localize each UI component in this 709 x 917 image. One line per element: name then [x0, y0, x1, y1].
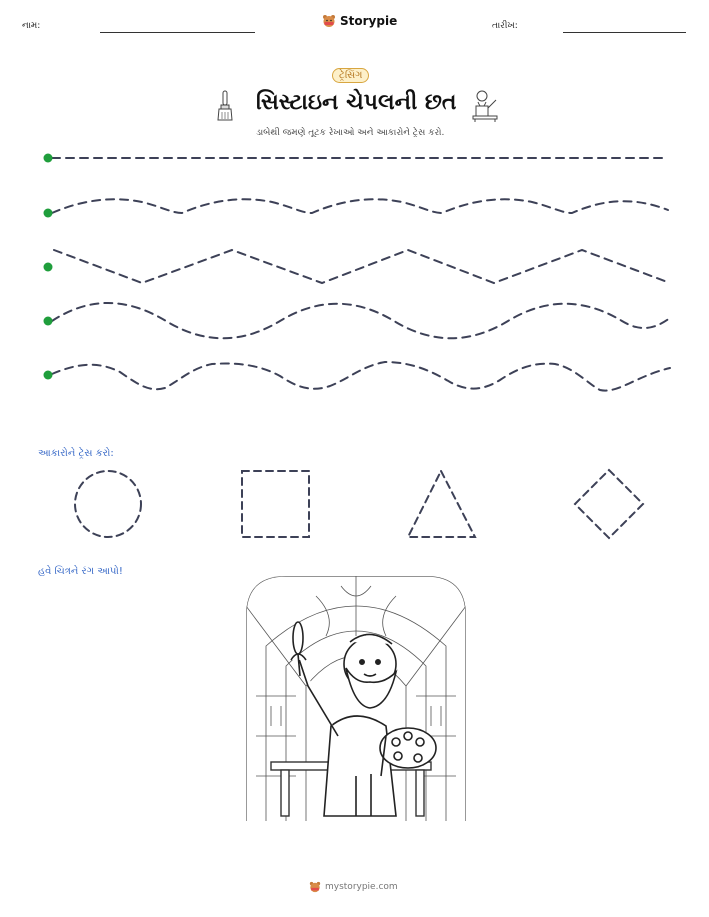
start-dot-4	[44, 317, 53, 326]
date-field-line[interactable]	[563, 32, 686, 33]
start-dot-5	[44, 371, 53, 380]
logo-text: Storypie	[340, 14, 398, 28]
start-dot-1	[44, 154, 53, 163]
trace-shapes-area	[0, 462, 709, 547]
instructions-text: ડાબેથી જમણે તૂટક રેખાઓ અને આકારોને ટ્રેસ કરો.	[256, 128, 445, 138]
trace-line-wave-3[interactable]	[52, 362, 670, 391]
shapes-section-label: આકારોને ટ્રેસ કરો:	[38, 448, 114, 459]
paintbrush-icon	[214, 90, 236, 122]
date-label: તારીખ:	[492, 21, 518, 31]
name-field-line[interactable]	[100, 32, 255, 33]
footer-site[interactable]: mystorypie.com	[325, 882, 398, 892]
name-label: નામ:	[22, 21, 41, 31]
trace-line-wave-2[interactable]	[52, 303, 670, 338]
trace-line-zigzag[interactable]	[54, 250, 670, 283]
storypie-logo	[322, 14, 397, 28]
footer	[309, 881, 398, 893]
trace-line-wave-1[interactable]	[52, 199, 668, 213]
coloring-section-label: હવે ચિત્રને રંગ આપો!	[38, 566, 123, 577]
painter-mini-icon	[470, 88, 500, 122]
start-dot-3	[44, 263, 53, 272]
trace-diamond[interactable]	[575, 470, 643, 538]
start-dot-2	[44, 209, 53, 218]
storypie-bear-icon	[322, 14, 336, 28]
trace-lines-area	[0, 140, 709, 400]
trace-square[interactable]	[242, 471, 309, 537]
coloring-picture[interactable]	[246, 576, 466, 821]
trace-circle[interactable]	[75, 471, 141, 537]
tracing-badge: ટ્રેસિંગ	[332, 68, 369, 83]
trace-triangle[interactable]	[408, 471, 475, 537]
footer-bear-icon	[309, 881, 321, 893]
page-title: સિસ્ટાઇન ચેપલની છત	[256, 90, 457, 115]
